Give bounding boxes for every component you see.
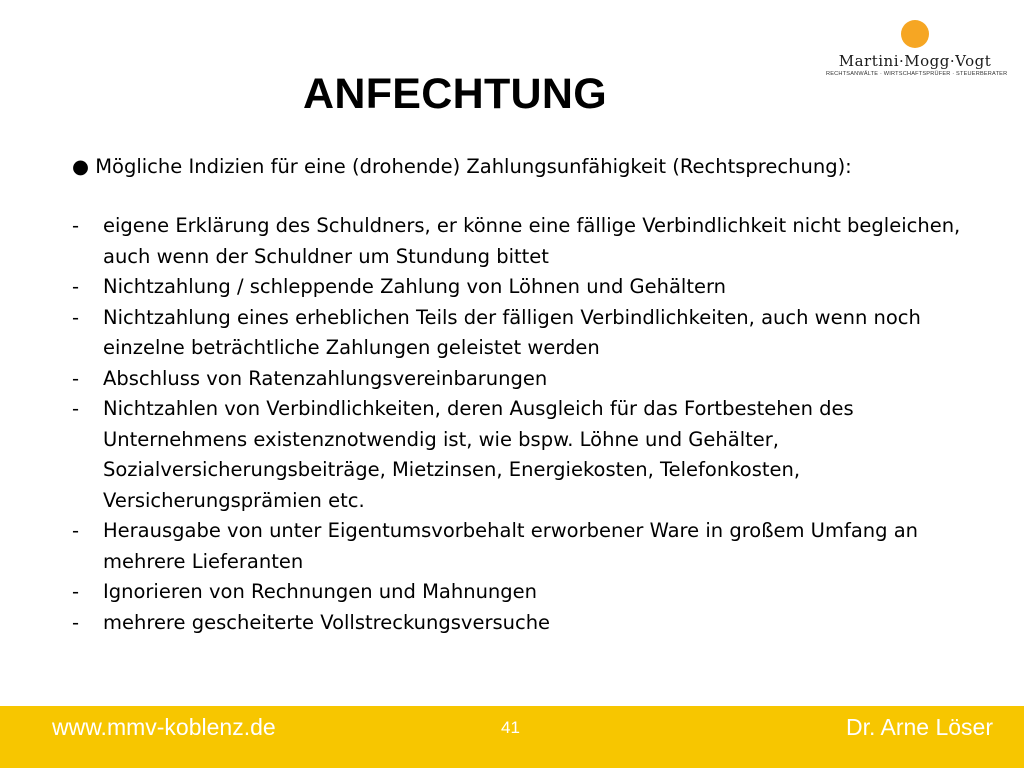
intro-line — [72, 152, 852, 182]
list-item-text: Nichtzahlung / schleppende Zahlung von Löhnen und Gehältern — [103, 275, 727, 298]
list-item — [72, 394, 972, 516]
dash-marker: - — [72, 397, 80, 420]
list-item — [72, 272, 972, 303]
dash-marker: - — [72, 305, 80, 329]
footer-author: Dr. Arne Löser — [845, 714, 993, 740]
company-logo — [826, 20, 1008, 78]
list-item — [72, 577, 972, 608]
bullet-icon: ● — [72, 155, 90, 178]
slide-title: ANFECHTUNG — [303, 70, 607, 118]
footer-bar — [0, 706, 1024, 768]
list-item — [72, 364, 972, 395]
dash-marker: - — [72, 610, 80, 634]
footer-url-link[interactable]: www.mmv-koblenz.de — [52, 714, 276, 740]
list-item-text: Nichtzahlung eines erheblichen Teils der fälligen Verbindlichkeiten, auch wenn noch einzelne beträchtliche Zahlungen geleistet werden — [103, 305, 921, 359]
list-item-text: Herausgabe von unter Eigentumsvorbehalt erworbener Ware in großem Umfang an mehrere Lieferanten — [103, 519, 919, 573]
list-item — [72, 211, 972, 272]
page-number: 41 — [501, 718, 520, 737]
list-item-text: Abschluss von Ratenzahlungsvereinbarungen — [103, 366, 548, 390]
list-item — [72, 608, 972, 639]
logo-subtitle: RECHTSANWÄLTE · WIRTSCHAFTSPRÜFER · STEUERBERATER — [826, 71, 1008, 77]
list-item-text: Ignorieren von Rechnungen und Mahnungen — [103, 580, 538, 603]
logo-dot-icon — [901, 20, 929, 48]
logo-name: Martini·Mogg·Vogt — [838, 52, 992, 70]
indicator-list — [72, 211, 972, 638]
intro-text: Mögliche Indizien für eine (drohende) Zahlungsunfähigkeit (Rechtsprechung): — [95, 155, 852, 178]
list-item-text: Nichtzahlen von Verbindlichkeiten, deren Ausgleich für das Fortbestehen des Unternehmens existenznotwendig ist, wie bspw. Löhne und Gehälter, Sozialversicherungsbeiträge, Mietzinsen, Energiekosten, Telefonkosten, Versicherungsprämien etc. — [103, 397, 854, 512]
dash-marker: - — [72, 580, 80, 603]
list-item — [72, 303, 972, 364]
dash-marker: - — [72, 275, 80, 298]
list-item-text: eigene Erklärung des Schuldners, er könne eine fällige Verbindlichkeit nicht begleichen, auch wenn der Schuldner um Stundung bittet — [103, 214, 961, 268]
dash-marker: - — [72, 366, 80, 390]
list-item — [72, 516, 972, 577]
dash-marker: - — [72, 214, 80, 237]
list-item-text: mehrere gescheiterte Vollstreckungsversuche — [103, 610, 551, 634]
dash-marker: - — [72, 519, 80, 542]
